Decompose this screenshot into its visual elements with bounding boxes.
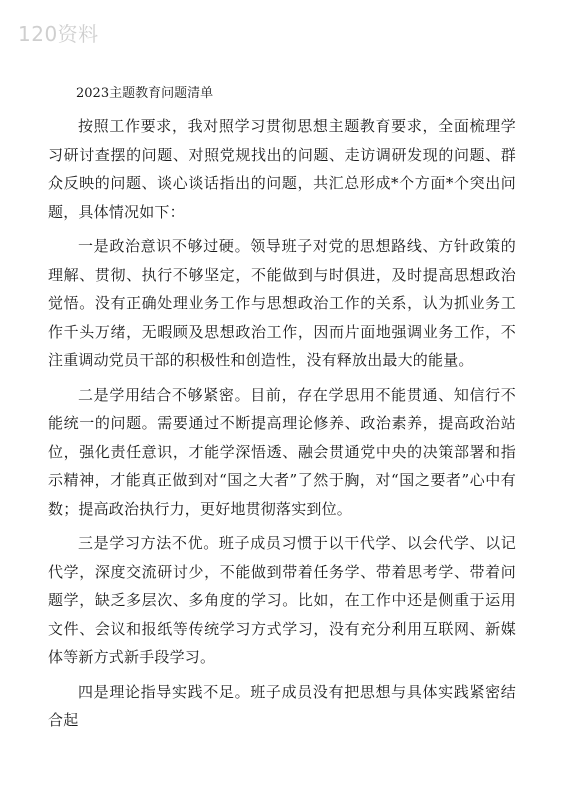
paragraph-item-3: 三是学习方法不优。班子成员习惯于以干代学、以会代学、以记代学，深度交流研讨少，不能做到带着任务学、带着思考学、带着问题学，缺乏多层次、多角度的学习。比如，在工作中还是侧重于运用文件、会议和报纸等传统学习方式学习，没有充分利用互联网、新媒体等新方式新手段学习。: [48, 534, 516, 666]
paragraph-intro: 按照工作要求，我对照学习贯彻思想主题教育要求，全面梳理学习研讨查摆的问题、对照党规找出的问题、走访调研发现的问题、群众反映的问题、谈心谈话指出的问题，共汇总形成*个方面*个突出问题，具体情况如下：: [48, 117, 516, 221]
paragraph-item-4: 四是理论指导实践不足。班子成员没有把思想与具体实践紧密结合起: [48, 682, 516, 729]
document-title: 2023主题教育问题清单: [76, 86, 214, 101]
paragraph-item-2: 二是学用结合不够紧密。目前，存在学思用不能贯通、知信行不能统一的问题。需要通过不断提高理论修养、政治素养，提高政治站位，强化责任意识，才能学深悟透、融会贯通党中央的决策部署和指示精神，才能真正做到对“国之大者”了然于胸，对“国之要者”心中有数；提高政治执行力，更好地贯彻落实到位。: [48, 385, 516, 518]
watermark-text: 120资料: [18, 22, 99, 46]
paragraph-item-1: 一是政治意识不够过硬。领导班子对党的思想路线、方针政策的理解、贯彻、执行不够坚定，不能做到与时俱进，及时提高思想政治觉悟。没有正确处理业务工作与思想政治工作的关系，认为抓业务工作千头万绪，无暇顾及思想政治工作，因而片面地强调业务工作，不注重调动党员干部的积极性和创造性，没有释放出最大的能量。: [48, 237, 516, 369]
document-body: [48, 84, 516, 735]
